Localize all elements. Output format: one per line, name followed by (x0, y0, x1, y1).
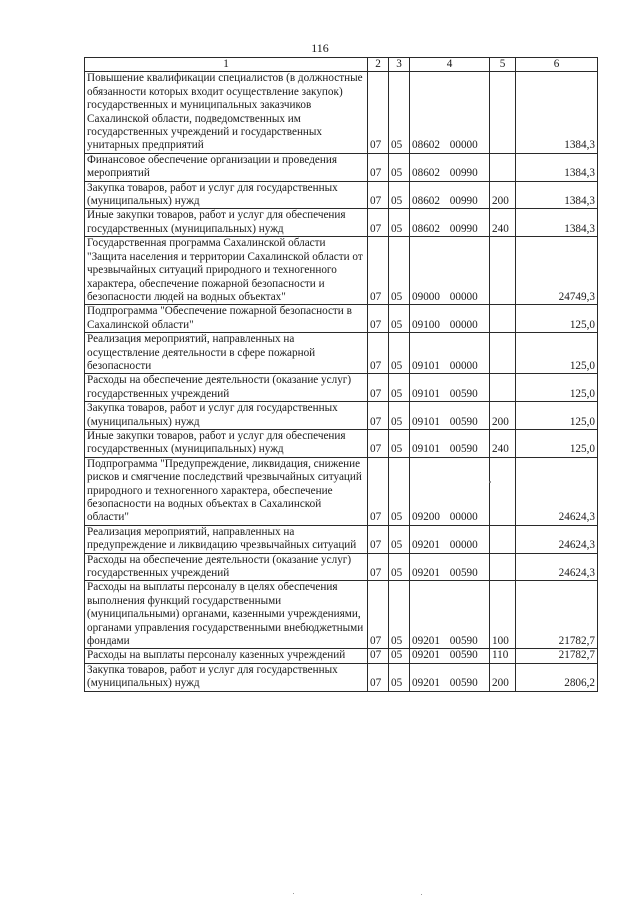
row-section-code: 07 (368, 663, 389, 691)
row-target-code: 09201 00000 (410, 525, 490, 553)
row-expense-type (490, 153, 516, 181)
table-row (85, 153, 598, 181)
row-amount: 125,0 (516, 429, 598, 457)
row-target-code: 08602 00000 (410, 72, 490, 153)
row-amount: 1384,3 (516, 72, 598, 153)
table-row (85, 72, 598, 153)
row-expense-type (490, 72, 516, 153)
row-expense-type (490, 237, 516, 305)
row-expense-type: 240 (490, 209, 516, 237)
row-subsection-code: 05 (389, 209, 410, 237)
header-col-1: 1 (85, 58, 368, 72)
row-subsection-code: 05 (389, 429, 410, 457)
row-expense-type: 200 (490, 181, 516, 209)
row-section-code: 07 (368, 581, 389, 649)
row-target-code: 09101 00590 (410, 374, 490, 402)
row-subsection-code: 05 (389, 333, 410, 374)
table-row (85, 209, 598, 237)
table-row (85, 429, 598, 457)
row-subsection-code: 05 (389, 663, 410, 691)
row-expense-type (490, 553, 516, 581)
row-name: Расходы на обеспечение деятельности (оказание услуг) государственных учреждений (85, 374, 368, 402)
row-section-code: 07 (368, 153, 389, 181)
header-col-6: 6 (516, 58, 598, 72)
scan-speck (421, 894, 422, 895)
row-target-code: 09101 00590 (410, 402, 490, 430)
header-col-2: 2 (368, 58, 389, 72)
table-row (85, 333, 598, 374)
row-target-code: 09101 00590 (410, 429, 490, 457)
row-section-code: 07 (368, 305, 389, 333)
row-amount: 24624,3 (516, 525, 598, 553)
row-amount: 24624,3 (516, 553, 598, 581)
row-amount: 24624,3 (516, 457, 598, 525)
row-amount: 21782,7 (516, 581, 598, 649)
row-section-code: 07 (368, 374, 389, 402)
row-expense-type (490, 305, 516, 333)
row-section-code: 07 (368, 181, 389, 209)
row-name: Закупка товаров, работ и услуг для государственных (муниципальных) нужд (85, 663, 368, 691)
row-subsection-code: 05 (389, 237, 410, 305)
row-amount: 2806,2 (516, 663, 598, 691)
row-amount: 21782,7 (516, 649, 598, 663)
row-subsection-code: 05 (389, 649, 410, 663)
row-amount: 125,0 (516, 402, 598, 430)
row-target-code: 09201 00590 (410, 663, 490, 691)
row-subsection-code: 05 (389, 153, 410, 181)
row-expense-type (490, 374, 516, 402)
row-amount: 24749,3 (516, 237, 598, 305)
row-target-code: 08602 00990 (410, 153, 490, 181)
row-target-code: 09101 00000 (410, 333, 490, 374)
row-name: Расходы на выплаты персоналу казенных учреждений (85, 649, 368, 663)
row-section-code: 07 (368, 209, 389, 237)
row-name: Государственная программа Сахалинской области "Защита населения и территории Сахалинской области от чрезвычайных ситуаций природного и техногенного характера, обеспечение пожарной безопасности и безопасности людей на водных объектах" (85, 237, 368, 305)
row-section-code: 07 (368, 402, 389, 430)
row-target-code: 09201 00590 (410, 553, 490, 581)
page-number: 116 (311, 41, 329, 55)
row-name: Расходы на выплаты персоналу в целях обеспечения выполнения функций государственными (муниципальными) органами, казенными учреждениями, органами управления государственными внебюджетными фондами (85, 581, 368, 649)
row-name: Иные закупки товаров, работ и услуг для обеспечения государственных (муниципальных) нужд (85, 209, 368, 237)
row-subsection-code: 05 (389, 581, 410, 649)
row-subsection-code: 05 (389, 181, 410, 209)
row-expense-type: 200 (490, 663, 516, 691)
row-name: Повышение квалификации специалистов (в должностные обязанности которых входит осуществление закупок) государственных и муниципальных заказчиков Сахалинской области, подведомственных им государственных учреждений и государственных унитарных предприятий (85, 72, 368, 153)
row-subsection-code: 05 (389, 553, 410, 581)
table-row (85, 237, 598, 305)
row-section-code: 07 (368, 457, 389, 525)
row-section-code: 07 (368, 429, 389, 457)
row-section-code: 07 (368, 525, 389, 553)
table-row (85, 663, 598, 691)
row-subsection-code: 05 (389, 457, 410, 525)
table-row (85, 525, 598, 553)
table-row (85, 305, 598, 333)
row-expense-type (490, 333, 516, 374)
table-row (85, 402, 598, 430)
row-section-code: 07 (368, 553, 389, 581)
row-amount: 125,0 (516, 333, 598, 374)
row-expense-type (490, 525, 516, 553)
table-row (85, 553, 598, 581)
row-name: Расходы на обеспечение деятельности (оказание услуг) государственных учреждений (85, 553, 368, 581)
table-row (85, 649, 598, 663)
row-target-code: 09201 00590 (410, 649, 490, 663)
header-row (85, 58, 598, 72)
row-amount: 1384,3 (516, 153, 598, 181)
row-target-code: 09100 00000 (410, 305, 490, 333)
row-section-code: 07 (368, 72, 389, 153)
row-amount: 125,0 (516, 305, 598, 333)
row-expense-type: 240 (490, 429, 516, 457)
row-name: Финансовое обеспечение организации и проведения мероприятий (85, 153, 368, 181)
row-subsection-code: 05 (389, 374, 410, 402)
table-row (85, 374, 598, 402)
row-target-code: 08602 00990 (410, 209, 490, 237)
row-target-code: 08602 00990 (410, 181, 490, 209)
row-subsection-code: 05 (389, 402, 410, 430)
scan-speck (293, 893, 294, 894)
row-name: Закупка товаров, работ и услуг для государственных (муниципальных) нужд (85, 402, 368, 430)
row-section-code: 07 (368, 649, 389, 663)
row-subsection-code: 05 (389, 72, 410, 153)
row-name: Подпрограмма "Обеспечение пожарной безопасности в Сахалинской области" (85, 305, 368, 333)
row-name: Реализация мероприятий, направленных на осуществление деятельности в сфере пожарной безопасности (85, 333, 368, 374)
row-target-code: 09200 00000 (410, 457, 490, 525)
row-amount: 1384,3 (516, 181, 598, 209)
row-target-code: 09000 00000 (410, 237, 490, 305)
table-row (85, 181, 598, 209)
scan-speck (489, 481, 491, 483)
row-name: Подпрограмма "Предупреждение, ликвидация, снижение рисков и смягчение последствий чрезвычайных ситуаций природного и техногенного характера, обеспечение безопасности на водных объектах в Сахалинской области" (85, 457, 368, 525)
row-section-code: 07 (368, 333, 389, 374)
row-amount: 1384,3 (516, 209, 598, 237)
row-amount: 125,0 (516, 374, 598, 402)
row-expense-type: 200 (490, 402, 516, 430)
row-expense-type (490, 457, 516, 525)
header-col-3: 3 (389, 58, 410, 72)
row-name: Закупка товаров, работ и услуг для государственных (муниципальных) нужд (85, 181, 368, 209)
row-name: Иные закупки товаров, работ и услуг для обеспечения государственных (муниципальных) нужд (85, 429, 368, 457)
row-subsection-code: 05 (389, 525, 410, 553)
row-expense-type: 110 (490, 649, 516, 663)
header-col-5: 5 (490, 58, 516, 72)
table-row (85, 581, 598, 649)
row-subsection-code: 05 (389, 305, 410, 333)
row-section-code: 07 (368, 237, 389, 305)
row-target-code: 09201 00590 (410, 581, 490, 649)
row-name: Реализация мероприятий, направленных на предупреждение и ликвидацию чрезвычайных ситуаций (85, 525, 368, 553)
table-row (85, 457, 598, 525)
header-col-4: 4 (410, 58, 490, 72)
row-expense-type: 100 (490, 581, 516, 649)
budget-table (84, 57, 598, 692)
